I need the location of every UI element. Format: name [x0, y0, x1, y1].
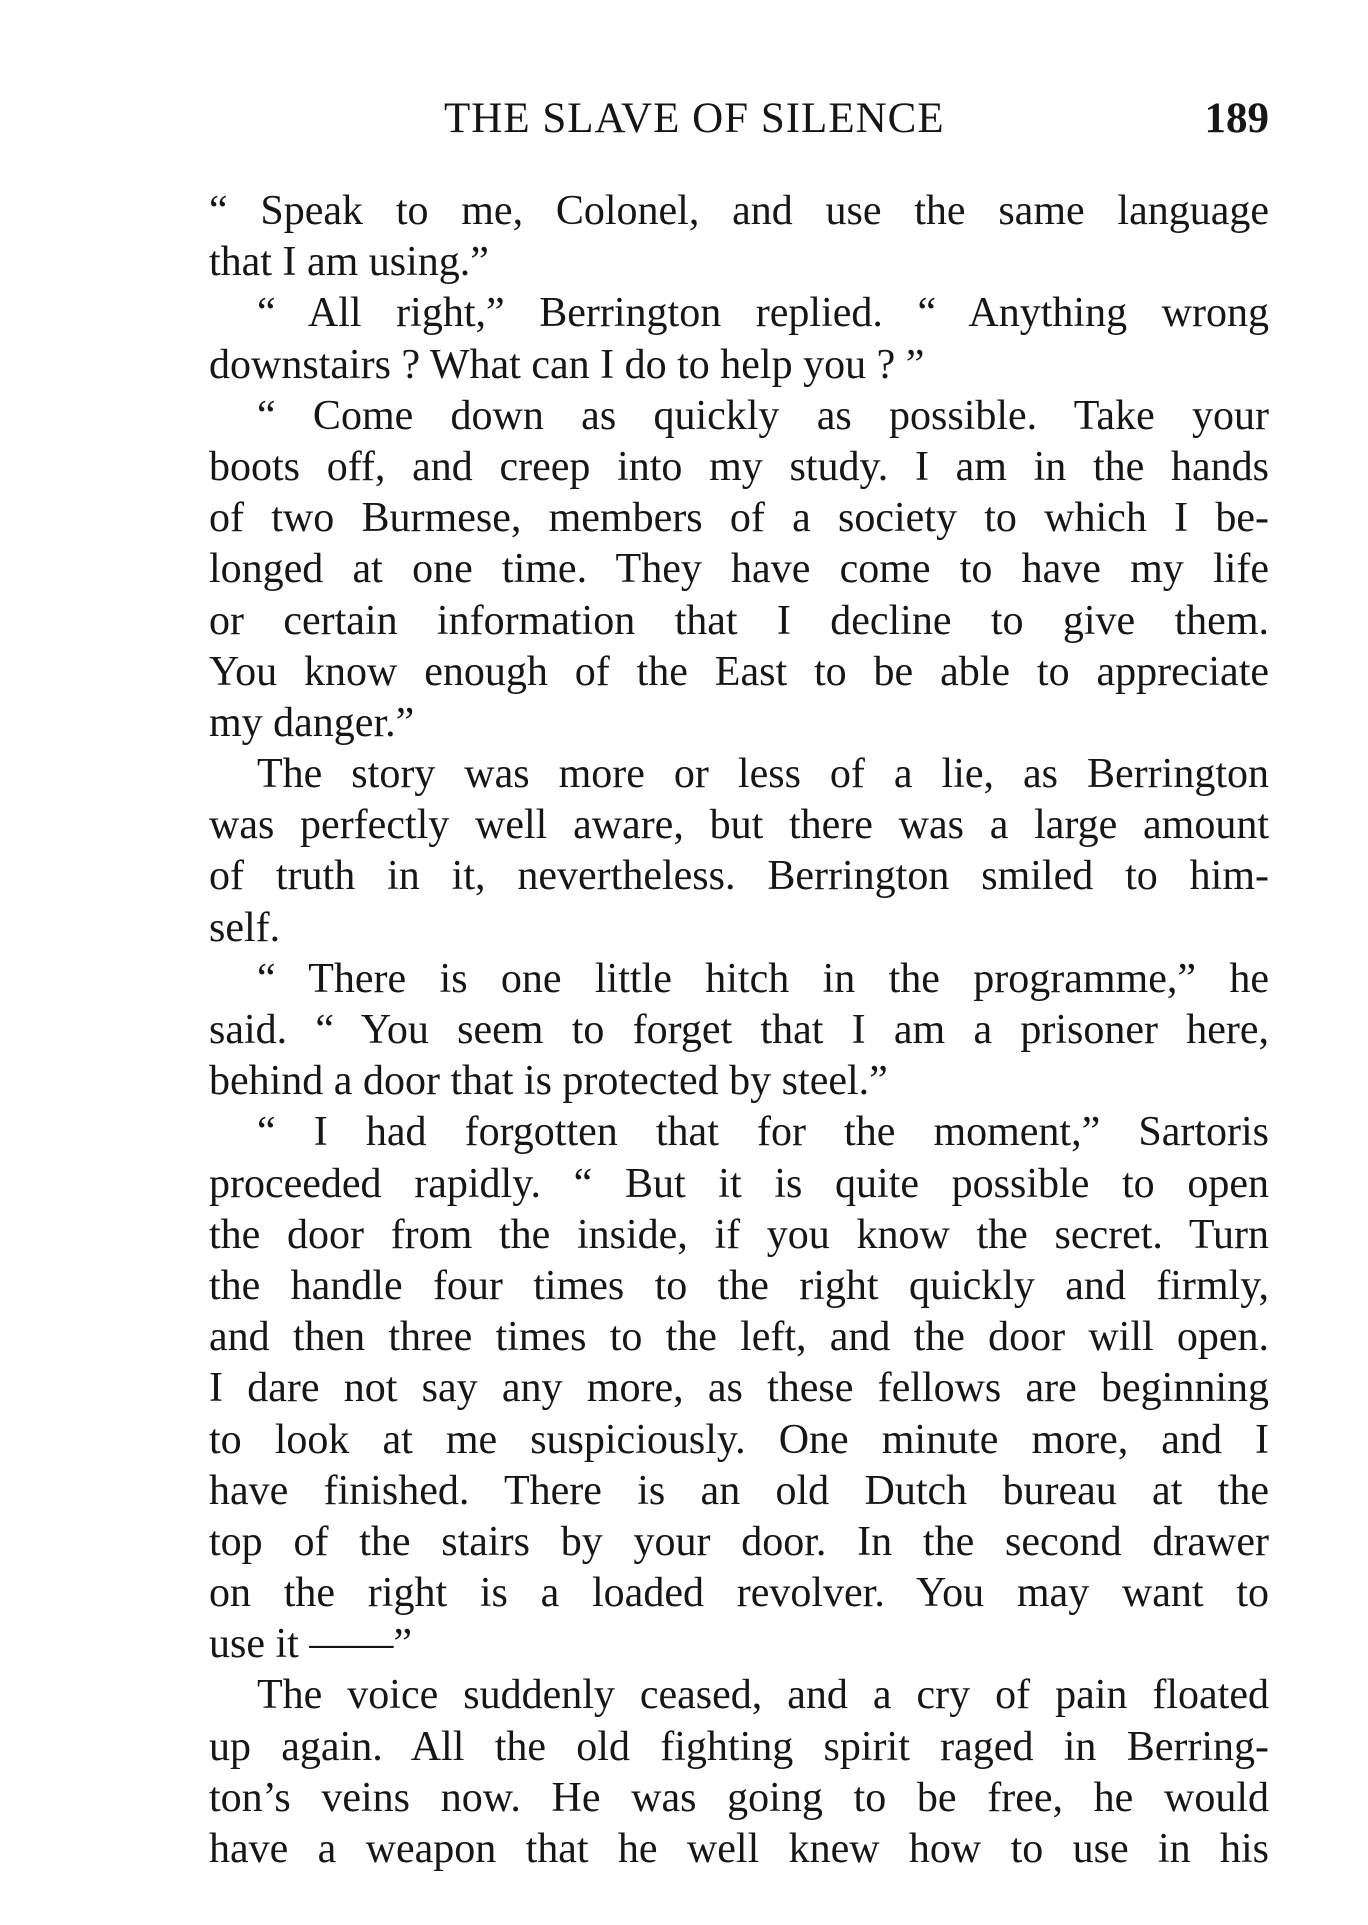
- text-line: “ I had forgotten that for the moment,” Sartoris: [257, 1109, 1269, 1156]
- text-line: behind a door that is protected by steel.”: [209, 1058, 888, 1105]
- text-line: The voice suddenly ceased, and a cry of pain floated: [257, 1672, 1269, 1719]
- text-line: of two Burmese, members of a society to which I be-: [209, 495, 1269, 542]
- page-number: 189: [1204, 95, 1269, 142]
- text-line: the handle four times to the right quickly and firmly,: [209, 1262, 1269, 1309]
- text-line: my danger.”: [209, 699, 415, 746]
- text-line: on the right is a loaded revolver. You may want to: [209, 1570, 1269, 1617]
- text-line: have finished. There is an old Dutch bureau at the: [209, 1467, 1269, 1514]
- text-line: The story was more or less of a lie, as Berrington: [257, 751, 1269, 798]
- text-line: use it ——”: [209, 1621, 412, 1668]
- text-line: “ All right,” Berrington replied. “ Anything wrong: [257, 290, 1269, 337]
- text-line: up again. All the old fighting spirit raged in Berring-: [209, 1723, 1269, 1770]
- text-line: of truth in it, nevertheless. Berrington smiled to him-: [209, 853, 1269, 900]
- text-line: downstairs ? What can I do to help you ? ”: [209, 341, 925, 388]
- running-title: THE SLAVE OF SILENCE: [444, 95, 945, 142]
- text-line: ton’s veins now. He was going to be free, he would: [209, 1774, 1269, 1821]
- text-line: that I am using.”: [209, 239, 489, 286]
- text-line: or certain information that I decline to give them.: [209, 597, 1269, 644]
- text-line: top of the stairs by your door. In the second drawer: [209, 1518, 1269, 1565]
- text-line: self.: [209, 904, 281, 951]
- text-line: said. “ You seem to forget that I am a prisoner here,: [209, 1007, 1269, 1053]
- text-line: was perfectly well aware, but there was a large amount: [209, 802, 1269, 849]
- text-line: proceeded rapidly. “ But it is quite possible to open: [209, 1160, 1269, 1207]
- text-line: longed at one time. They have come to have my life: [209, 546, 1269, 593]
- text-line: to look at me suspiciously. One minute more, and I: [209, 1416, 1269, 1463]
- text-line: have a weapon that he well knew how to use in his: [209, 1826, 1269, 1872]
- body-text: [209, 186, 1269, 1875]
- text-line: I dare not say any more, as these fellows are beginning: [209, 1365, 1269, 1412]
- text-line: You know enough of the East to be able to appreciate: [209, 648, 1269, 695]
- text-line: the door from the inside, if you know the secret. Turn: [209, 1211, 1269, 1258]
- text-line: “ Come down as quickly as possible. Take your: [257, 392, 1269, 439]
- text-line: “ Speak to me, Colonel, and use the same language: [209, 188, 1269, 234]
- text-line: and then three times to the left, and the door will open.: [209, 1314, 1269, 1361]
- text-line: boots off, and creep into my study. I am in the hands: [209, 443, 1269, 490]
- page-header: [209, 94, 1269, 154]
- text-line: “ There is one little hitch in the programme,” he: [257, 955, 1269, 1002]
